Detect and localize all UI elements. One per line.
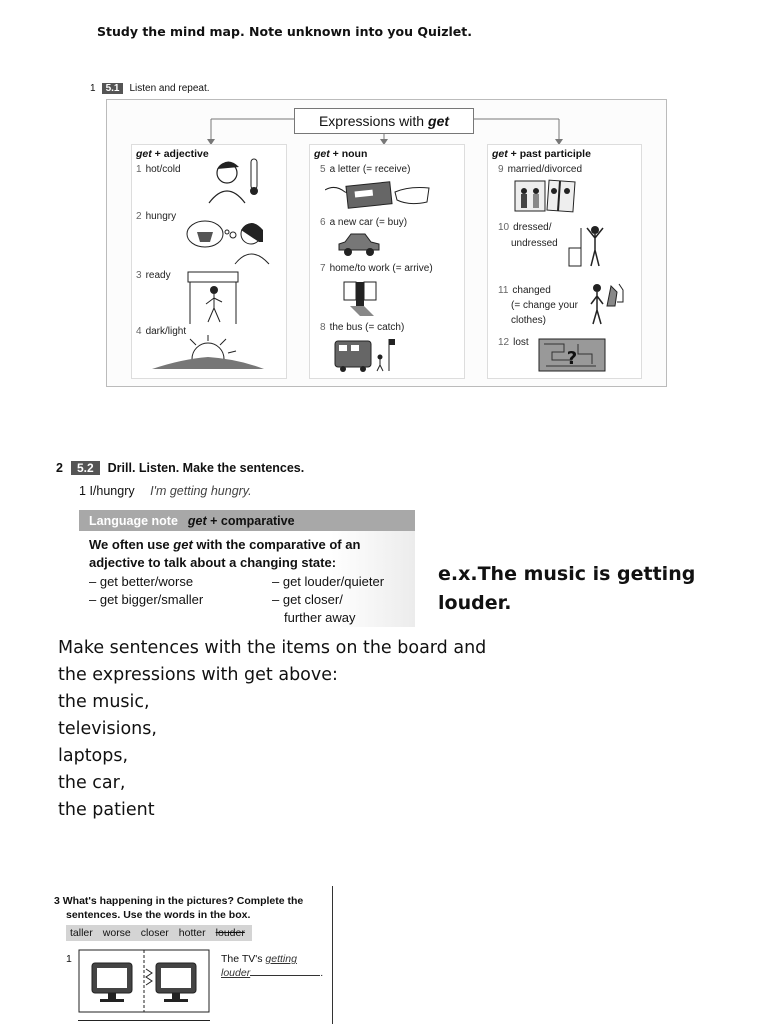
exercise-title: Listen and repeat. <box>129 83 210 94</box>
bus-illustration <box>333 337 397 373</box>
track-badge: 5.1 <box>102 83 124 94</box>
example-number: 1 <box>79 484 86 498</box>
example-sentence-line-1: e.x.The music is getting <box>438 563 696 585</box>
column-adjective-heading: get + adjective <box>136 148 209 160</box>
exercise-title: Drill. Listen. Make the sentences. <box>107 461 305 475</box>
board-item: laptops, <box>58 746 129 766</box>
note-item: further away <box>284 610 356 625</box>
board-item: the car, <box>58 773 126 793</box>
note-item: – get closer/ <box>272 592 343 607</box>
word: closer <box>140 927 169 939</box>
language-note-header <box>79 510 415 531</box>
drill-example <box>79 484 252 498</box>
list-item: 12 lost <box>498 337 529 348</box>
map-title-prefix: Expressions with <box>318 113 425 129</box>
track-badge: 5.2 <box>71 461 100 475</box>
tv-sentence <box>221 953 297 965</box>
home-illustration <box>340 278 380 318</box>
example-sentence <box>438 560 738 618</box>
example-answer: I'm getting hungry. <box>150 484 252 498</box>
example-sentence-line-2: louder. <box>438 592 512 614</box>
note-line-1: We often use get with the comparative of an <box>89 537 361 552</box>
exercise-3-header: 3 What's happening in the pictures? Complete the sentences. Use the words in the box. <box>54 895 304 921</box>
list-item: 10 dressed/ <box>498 222 552 233</box>
list-item: 9 married/divorced <box>498 164 583 175</box>
handwritten-answer: getting <box>265 953 297 965</box>
task-line: Make sentences with the items on the board and <box>58 638 487 658</box>
list-item: 4 dark/light <box>136 326 187 337</box>
ready-illustration <box>186 268 242 324</box>
item-number: 1 <box>66 953 72 965</box>
page-instruction: Study the mind map. Note unknown into you Quizlet. <box>97 24 472 39</box>
list-item: 6 a new car (= buy) <box>320 217 408 228</box>
list-item: 8 the bus (= catch) <box>320 322 405 333</box>
board-item: the patient <box>58 800 155 820</box>
letter-illustration <box>325 178 435 212</box>
column-noun-heading: get + noun <box>314 148 368 160</box>
tv-illustration <box>78 949 210 1013</box>
language-note-label: Language note <box>89 513 178 528</box>
example-prompt: I/hungry <box>89 484 135 498</box>
column-past-participle-heading: get + past participle <box>492 148 591 160</box>
board-item: the music, <box>58 692 150 712</box>
list-item: 11 changed <box>498 285 551 296</box>
list-item: clothes) <box>511 315 547 326</box>
hot-cold-illustration <box>205 155 265 205</box>
word-box <box>66 925 252 941</box>
word: taller <box>70 927 93 939</box>
dressed-illustration <box>567 222 611 270</box>
map-title-word: get <box>428 113 450 129</box>
note-item: – get louder/quieter <box>272 574 385 589</box>
board-item: televisions, <box>58 719 157 739</box>
word: hotter <box>178 927 206 939</box>
question-mark-icon: ? <box>566 348 578 369</box>
list-item: 1 hot/cold <box>136 164 181 175</box>
note-line-2: adjective to talk about a changing state: <box>89 555 337 570</box>
list-item: 3 ready <box>136 270 171 281</box>
mind-map-title <box>294 108 474 134</box>
lost-maze-illustration <box>538 338 606 372</box>
list-item: 5 a letter (= receive) <box>320 164 411 175</box>
handwritten-answer: louder <box>221 967 251 979</box>
sentence-start: The TV's <box>221 953 263 965</box>
note-item: – get better/worse <box>89 574 194 589</box>
list-item: 7 home/to work (= arrive) <box>320 263 433 274</box>
car-illustration <box>337 230 381 258</box>
word-used: louder <box>215 927 245 939</box>
language-note-title: get + comparative <box>187 513 295 528</box>
word: worse <box>102 927 131 939</box>
exercise-2-header <box>56 461 304 475</box>
make-sentences-task <box>58 635 528 824</box>
exercise-1-header <box>90 83 210 94</box>
hungry-illustration <box>185 218 275 266</box>
exercise-number: 2 <box>56 461 63 475</box>
list-item: undressed <box>511 238 558 249</box>
married-divorced-illustration <box>514 179 576 213</box>
list-item: (= change your <box>511 300 578 311</box>
next-item-edge <box>78 1020 210 1025</box>
changed-illustration <box>587 280 627 328</box>
tv-sentence-line-2: louder . <box>221 967 324 979</box>
exercise-number: 1 <box>90 83 96 94</box>
dark-light-illustration <box>152 333 264 371</box>
task-line: the expressions with get above: <box>58 665 338 685</box>
note-item: – get bigger/smaller <box>89 592 204 607</box>
list-item: 2 hungry <box>136 211 177 222</box>
